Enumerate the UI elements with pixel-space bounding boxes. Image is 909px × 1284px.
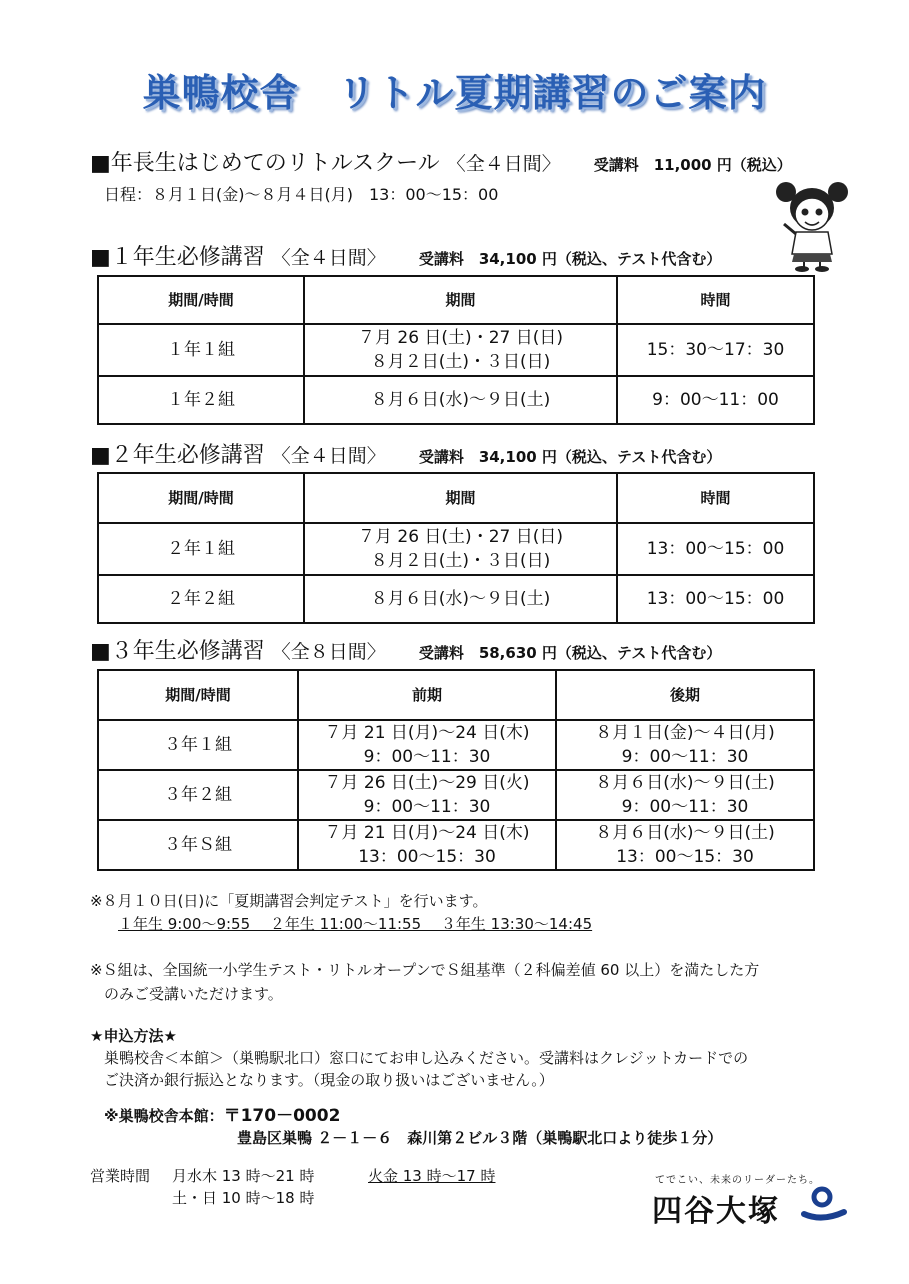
mascot-girl-illustration xyxy=(772,178,852,273)
table-row xyxy=(98,523,814,575)
hours-label: 営業時間 xyxy=(90,1167,151,1185)
yotsuya-otsuka-mark-icon xyxy=(800,1184,848,1224)
apply-line1: 巣鴨校舎＜本館＞（巣鴨駅北口）窓口にてお申し込みください。受講料はクレジットカードでの xyxy=(104,1049,749,1067)
first-term-cell xyxy=(298,770,556,820)
table-header-row xyxy=(98,276,814,324)
header-cell: 期間/時間 xyxy=(98,473,304,523)
header-cell: 期間 xyxy=(304,473,617,523)
second-term-cell xyxy=(556,720,814,770)
kindergarten-range: 〈全４日間〉 xyxy=(446,153,561,175)
hours-weekend: 土・日 10 時～18 時 xyxy=(172,1189,315,1207)
address-label: ※巣鴨校舎本館： xyxy=(104,1107,224,1125)
grade2-heading: ■２年生必修講習 xyxy=(90,443,265,468)
group-cell: ３年１組 xyxy=(98,720,298,770)
test-note-line1: ※８月１０日(日)に「夏期講習会判定テスト」を行います。 xyxy=(90,892,488,910)
time-line: 9：00～11：30 xyxy=(363,797,491,817)
period-line: ７月 26 日(土)・27 日(日) xyxy=(357,527,563,547)
period-cell xyxy=(304,523,617,575)
hours-tue-fri: 火金 13 時～17 時 xyxy=(368,1167,496,1185)
time-cell: 13：00～15：00 xyxy=(617,575,814,623)
group-cell: １年２組 xyxy=(98,376,304,424)
logo-tagline: てでこい、未来のリーダーたち。 xyxy=(655,1175,820,1186)
apply-heading: ★申込方法★ xyxy=(90,1027,177,1045)
date-line: ８月６日(水)～９日(土) xyxy=(595,773,775,793)
time-line: 13：00～15：30 xyxy=(358,847,496,867)
second-term-cell xyxy=(556,770,814,820)
date-line: ７月 26 日(土)～29 日(火) xyxy=(324,773,530,793)
header-cell: 期間/時間 xyxy=(98,276,304,324)
group-cell: ２年１組 xyxy=(98,523,304,575)
first-term-cell xyxy=(298,820,556,870)
date-line: ７月 21 日(月)～24 日(木) xyxy=(324,723,530,743)
page-title: 巣鴨校舎 リトル夏期講習のご案内 xyxy=(142,71,767,115)
postal-code: 〒170－0002 xyxy=(223,1106,341,1126)
address-row xyxy=(104,1105,340,1127)
grade1-heading: ■１年生必修講習 xyxy=(90,245,265,270)
time-line: 9：00～11：30 xyxy=(363,747,491,767)
header-cell: 前期 xyxy=(298,670,556,720)
table-row xyxy=(98,324,814,376)
table-row xyxy=(98,575,814,623)
grade2-fee: 受講料 34,100 円（税込、テスト代含む） xyxy=(418,448,722,466)
time-line: 9：00～11：30 xyxy=(621,797,749,817)
group-cell: １年１組 xyxy=(98,324,304,376)
table-row xyxy=(98,820,814,870)
header-cell: 時間 xyxy=(617,473,814,523)
grade3-heading-row xyxy=(90,634,721,665)
second-term-cell xyxy=(556,820,814,870)
time-line: 9：00～11：30 xyxy=(621,747,749,767)
table-row xyxy=(98,376,814,424)
header-cell: 時間 xyxy=(617,276,814,324)
grade3-range: 〈全８日間〉 xyxy=(271,641,386,663)
grade1-heading-row xyxy=(90,240,721,271)
s-class-note-line2: のみご受講いただけます。 xyxy=(104,985,283,1003)
s-class-note-line1: ※Ｓ組は、全国統一小学生テスト・リトルオープンでＳ組基準（２科偏差値 60 以上）を満たした方 xyxy=(90,961,760,979)
period-cell: ８月６日(水)～９日(土) xyxy=(304,575,617,623)
group-cell: ３年２組 xyxy=(98,770,298,820)
kindergarten-heading: ■年長生はじめてのリトルスクール xyxy=(90,151,440,176)
hours-weekday: 月水木 13 時～21 時 xyxy=(172,1167,315,1185)
time-cell: 13：00～15：00 xyxy=(617,523,814,575)
address-line: 豊島区巣鴨 ２－１－６ 森川第２ビル３階（巣鴨駅北口より徒歩１分） xyxy=(237,1129,723,1147)
date-line: ７月 21 日(月)～24 日(木) xyxy=(324,823,530,843)
header-cell: 後期 xyxy=(556,670,814,720)
grade1-range: 〈全４日間〉 xyxy=(271,247,386,269)
group-cell: ２年２組 xyxy=(98,575,304,623)
time-cell: 9：00～11：00 xyxy=(617,376,814,424)
logo-name: 四谷大塚 xyxy=(652,1194,780,1229)
table-header-row xyxy=(98,670,814,720)
table-header-row xyxy=(98,473,814,523)
apply-line2: ご決済か銀行振込となります。（現金の取り扱いはございません。） xyxy=(104,1071,554,1089)
grade1-fee: 受講料 34,100 円（税込、テスト代含む） xyxy=(418,250,722,268)
kindergarten-schedule: 日程：８月１日(金)～８月４日(月) 13：00～15：00 xyxy=(104,185,499,204)
kindergarten-fee: 受講料 11,000 円（税込） xyxy=(593,156,792,174)
period-cell xyxy=(304,324,617,376)
time-line: 13：00～15：30 xyxy=(616,847,754,867)
first-term-cell xyxy=(298,720,556,770)
grade3-heading: ■３年生必修講習 xyxy=(90,639,265,664)
date-line: ８月１日(金)～４日(月) xyxy=(595,723,775,743)
grade1-table xyxy=(97,275,815,425)
grade2-heading-row xyxy=(90,438,721,469)
header-cell: 期間/時間 xyxy=(98,670,298,720)
table-row xyxy=(98,770,814,820)
grade3-fee: 受講料 58,630 円（税込、テスト代含む） xyxy=(418,644,722,662)
date-line: ８月６日(水)～９日(土) xyxy=(595,823,775,843)
table-row xyxy=(98,720,814,770)
grade3-table xyxy=(97,669,815,871)
period-line: ８月２日(土)・３日(日) xyxy=(370,352,551,372)
test-note-times: １年生 9:00～9:55 ２年生 11:00～11:55 ３年生 13:30～14:45 xyxy=(118,915,593,933)
grade2-table xyxy=(97,472,815,624)
header-cell: 期間 xyxy=(304,276,617,324)
period-cell: ８月６日(水)～９日(土) xyxy=(304,376,617,424)
grade2-range: 〈全４日間〉 xyxy=(271,445,386,467)
period-line: ８月２日(土)・３日(日) xyxy=(370,551,551,571)
time-cell: 15：30～17：30 xyxy=(617,324,814,376)
period-line: ７月 26 日(土)・27 日(日) xyxy=(357,328,563,348)
kindergarten-heading-row xyxy=(90,146,792,177)
group-cell: ３年Ｓ組 xyxy=(98,820,298,870)
